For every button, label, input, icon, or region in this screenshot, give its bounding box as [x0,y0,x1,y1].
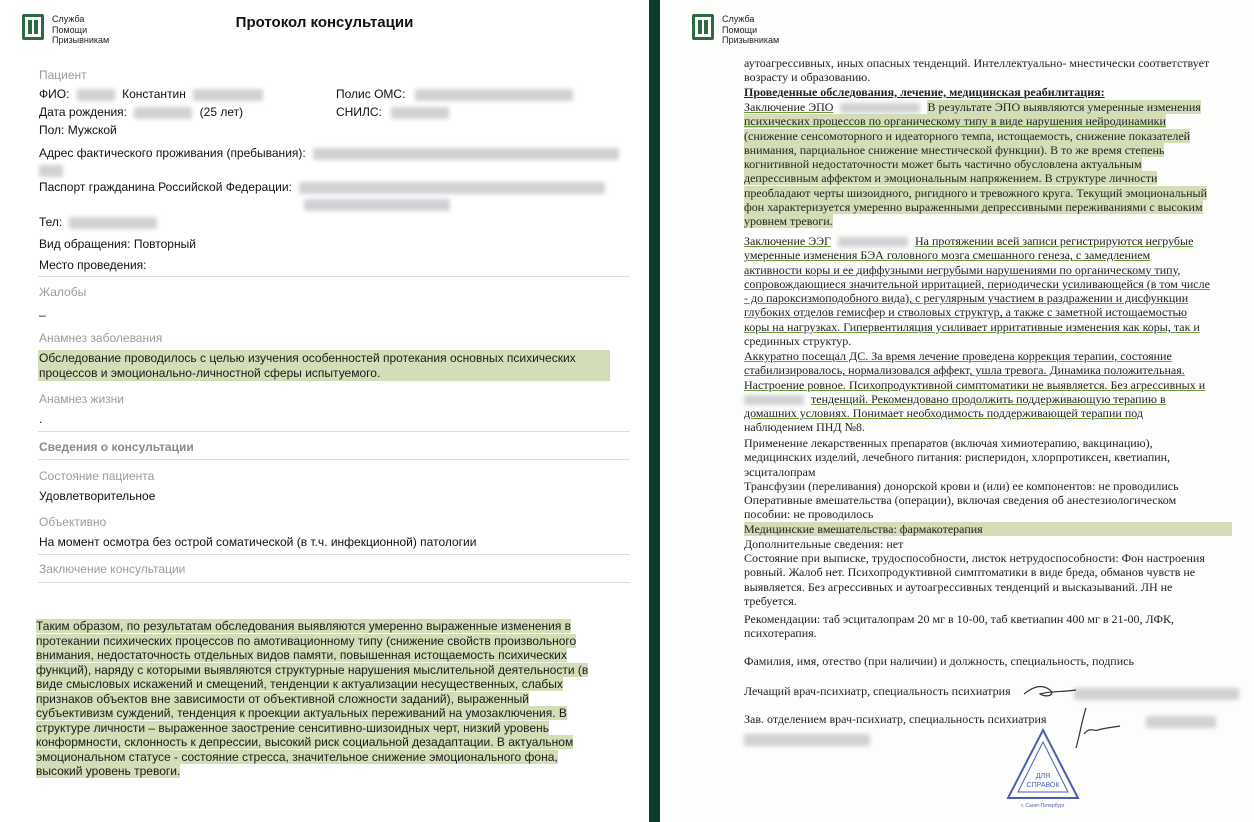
eeg-block [744,234,1234,348]
stamp-line-2: СПРАВОК [1026,782,1060,789]
dob-row [39,105,243,119]
ds-line-4: тенденций. Рекомендовано продолжить поддерживающую терапию в [811,391,1166,406]
recommendations-line-1: Рекомендации: таб эсциталопрам 20 мг в 10-00, таб кветиапин 400 мг в 21-00, ЛФК, [744,612,1174,626]
ds-line-1: Аккуратно посещал ДС. За время лечение проведена коррекция терапии, состояние [744,349,1172,363]
redacted-doctor-name [1074,685,1239,703]
epo-label: Заключение ЭПО [744,100,834,114]
fio-row [39,87,263,101]
address-row-2 [39,162,63,180]
divider [38,431,630,432]
section-conclusion: Заключение консультации [39,562,186,576]
fio-name: Константин [122,87,186,101]
divider [38,554,630,555]
logo-line-2: Помощи [722,24,758,35]
recommendations-line-2: психотерапия. [744,626,817,641]
section-complaints: Жалобы [39,285,87,299]
extra-info: Дополнительные сведения: нет [744,537,904,551]
redacted-eeg [838,237,908,247]
redacted-polis [415,89,573,101]
meds-line-1: Применение лекарственных препаратов (включая химиотерапию, вакцинацию), [744,436,1153,450]
conclusion-line-7: субъективизм суждений, тенденция к проекции актуальных переживаний на умозаключения. В [36,706,567,720]
objective-value: На момент осмотра без острой соматической (в т.ч. инфекционной) патологии [39,535,477,549]
state-value: Удовлетворительное [39,489,156,503]
redacted-snils [391,107,449,119]
discharge-line-1: Состояние при выписке, трудоспособности, листок нетрудоспособности: Фон настроения [744,551,1205,565]
eeg-line-3: активности коры и ее диффузными негрубыми нарушениями по органическому типу, [744,262,1181,277]
redacted-epo [840,103,920,113]
phone-row [39,215,157,229]
eeg-line-4: сопровождающиеся значительной ирритацией, периодически усиливающейся (в том числе [744,276,1210,291]
redacted-address [313,148,619,160]
epo-block [744,100,1234,229]
redacted-surname [77,89,115,101]
dob-label: Дата рождения: [39,105,127,119]
conclusion-line-6: признаков объектов вне зависимости от объективной сложности заданий), выраженный [36,691,529,706]
redacted-head-name [1146,713,1216,731]
sex-value: Пол: Мужской [39,123,117,137]
redacted-patronymic [193,89,263,101]
epo-line-7: преобладают черты шизоидного, ригидного и тревожного круга. Текущий эмоциональный [744,185,1208,200]
meds-line-2: медицинских изделий, лечебного питания: рисперидон, хлорпротиксен, кветиапин, [744,450,1171,465]
recommendations-block [744,612,1234,641]
logo-icon [692,14,714,40]
med-interventions: Медицинские вмешательства: фармакотерапия [744,522,1232,536]
epo-line-6: депрессивным аффектом и эмоциональным напряжением. В структуре личности [744,171,1158,186]
ds-line-2: стабилизировалось, нормализовался аффект, ушла тревога. Динамика положительная. [744,363,1185,378]
transfusion-line: Трансфузии (переливания) донорской крови и (или) ее компонентов: не проводились [744,478,1179,493]
redacted-ds [744,395,804,405]
discharge-page-right [660,0,1254,822]
eeg-line-8: срединных структур. [744,334,852,349]
redacted-passport-2 [304,199,450,211]
eeg-line-6: глубоких отделов гемисфер и стволовых структур, а также с заметной истощаемостью [744,305,1188,320]
logo-line-2: Помощи [52,24,88,35]
passport-row-2 [304,196,450,214]
ds-block [744,349,1234,435]
conclusion-line-1: Таким образом, по результатам обследования выявляются умеренно выраженные изменения в [36,619,572,633]
meds-block [744,436,1234,522]
polis-row [336,87,573,101]
polis-label: Полис ОМС: [336,87,406,101]
operations-line-1: Оперативные вмешательства (операции), включая сведения об анестезиологическом [744,493,1177,508]
section-anamnesis: Анамнез заболевания [39,331,163,345]
fio-label: ФИО: [39,87,70,101]
redacted-passport [299,182,605,194]
stamp [1004,724,1082,810]
conclusion-line-5: виде смысловых искажений и смещений, тенденции к актуализации несущественных, слабых [36,677,563,691]
fio-note: Фамилия, имя, отество (при наличии) и должность, специальность, подпись [744,654,1134,668]
epo-line-5: когнитивной недостаточности может быть частично обусловлена актуальным [744,157,1142,172]
eeg-label: Заключение ЭЭГ [744,234,831,248]
anamnesis-line-2: процессов и эмоционально-личностной сферы испытуемого. [39,365,381,380]
logo-line-1: Служба [52,14,85,24]
conclusion-line-4: функций), наряду с которыми выявляются структурные нарушения мыслительной деятельности (в [36,662,589,677]
epo-line-9: уровнем тревоги. [744,214,833,229]
ds-line-6: наблюдением ПНД №8. [744,420,866,435]
eeg-line-5: - до пароксизмоподобного вида), с регулярным участием в раздражении и дисфункции [744,291,1189,306]
discharge-line-3: выявляется. Без агрессивных и аутоагрессивных тенденций и высказываний. ЛН не [744,579,1173,594]
address-row [39,146,619,160]
conclusion-line-11: высокий уровень тревоги. [36,764,181,778]
redacted-address-2 [39,165,63,177]
intro-text [744,56,1234,99]
epo-line-3: (снижение сенсомоторного и идеаторного темпа, истощаемость, снижение показателей [744,128,1191,143]
stamp-line-1: ДЛЯ [1035,773,1051,780]
visit-type: Вид обращения: Повторный [39,237,196,251]
conclusion-line-9: конформности, склонность к депрессии, высокий риск социальной дезадаптации. В актуальном [36,735,574,749]
operations-line-2: пособии: не проводилось [744,507,874,522]
phone-label: Тел: [39,215,63,229]
redacted-phone [69,217,157,229]
epo-line-1: В результате ЭПО выявляются умеренные изменения [927,100,1201,114]
section-life-anamnesis: Анамнез жизни [39,392,124,406]
logo-text [722,14,779,46]
discharge-line-4: требуется. [744,593,797,608]
doctor-line: Лечащий врач-психиатр, специальность психиатрия [744,684,1011,698]
logo-line-3: Призывникам [52,35,110,45]
complaints-value: – [39,308,46,322]
doctor-signature [1020,676,1080,704]
meds-line-3: эсциталопрам [744,464,816,479]
snils-row [336,105,449,119]
divider [38,582,630,583]
eeg-line-1: На протяжении всей записи регистрируются негрубые [914,234,1194,248]
stamp-city: г. Санкт-Петербург [1021,803,1065,809]
eeg-line-2: умеренные изменения БЭА головного мозга смешанного генеза, с замедлением [744,248,1151,263]
ds-line-5: домашних условиях. Понимает необходимость поддерживающей терапии под [744,406,1143,421]
age-value: (25 лет) [199,105,244,119]
epo-line-4: внимания, парциальное снижение мнестической функции). В то же время степень [744,142,1165,157]
document-title: Протокол консультации [235,14,414,31]
conclusion-line-3: внимания, недостаточность отдельных видов памяти, повышенная истощаемость психических [36,648,567,662]
passport-row [39,180,605,194]
conclusion-line-8: структуре личности – выраженное заострение сенситивно-шизоидных черт, низкий уровень [36,720,549,735]
conclusion-line-10: эмоциональном статусе - состояние стресса, значительное снижение эмоционального фона, [36,749,558,764]
divider [38,276,630,277]
epo-line-8: фон характеризуется умеренно выраженными депрессивными переживаниями с высоким [744,200,1203,215]
eeg-line-7: коры на нагрузках. Гипервентиляция усиливает ирритативные изменения как коры, так и [744,319,1200,334]
anamnesis-line-1: Обследование проводилось с целью изучения особенностей протекания основных психических [39,351,576,365]
service-logo [692,14,779,46]
discharge-block [744,551,1234,608]
snils-label: СНИЛС: [336,105,382,119]
section-patient: Пациент [39,68,87,82]
section-state: Состояние пациента [39,469,155,483]
logo-line-3: Призывникам [722,35,780,45]
conclusion-line-2: протекании психических процессов по амотивационному типу (снижение свойств произвольного [36,633,577,648]
conclusion-text [36,619,636,779]
section-consultation: Сведения о консультации [39,440,194,454]
ds-line-3: Настроение ровное. Психопродуктивной симптоматики не выявляется. Без агрессивных и [744,377,1206,392]
discharge-line-2: ровный. Жалоб нет. Психопродуктивной симптоматики в виде бреда, обманов чувств не [744,565,1196,580]
passport-label: Паспорт гражданина Российской Федерации: [39,180,292,194]
treatment-heading: Проведенные обследования, лечение, медицинская реабилитация: [744,84,1105,99]
anamnesis-text [38,350,610,381]
address-label: Адрес фактического проживания (пребывания): [39,146,306,160]
visit-place: Место проведения: [39,258,147,272]
logo-line-1: Служба [722,14,755,24]
head-line: Зав. отделением врач-психиатр, специальность психиатрия [744,712,1047,726]
life-anamnesis-value: . [39,412,43,426]
intro-line-2: возрасту и образованию. [744,70,871,85]
redacted-dob [134,107,192,119]
intro-line-1: аутоагрессивных, иных опасных тенденций. Интеллектуально- мнестически соответствует [744,56,1210,70]
redacted-head-name-2 [744,731,870,749]
section-objective: Объективно [39,515,107,529]
epo-line-2: психических процессов по органическому типу в виде нарушения нейродинамики [744,114,1166,129]
divider [38,459,630,460]
